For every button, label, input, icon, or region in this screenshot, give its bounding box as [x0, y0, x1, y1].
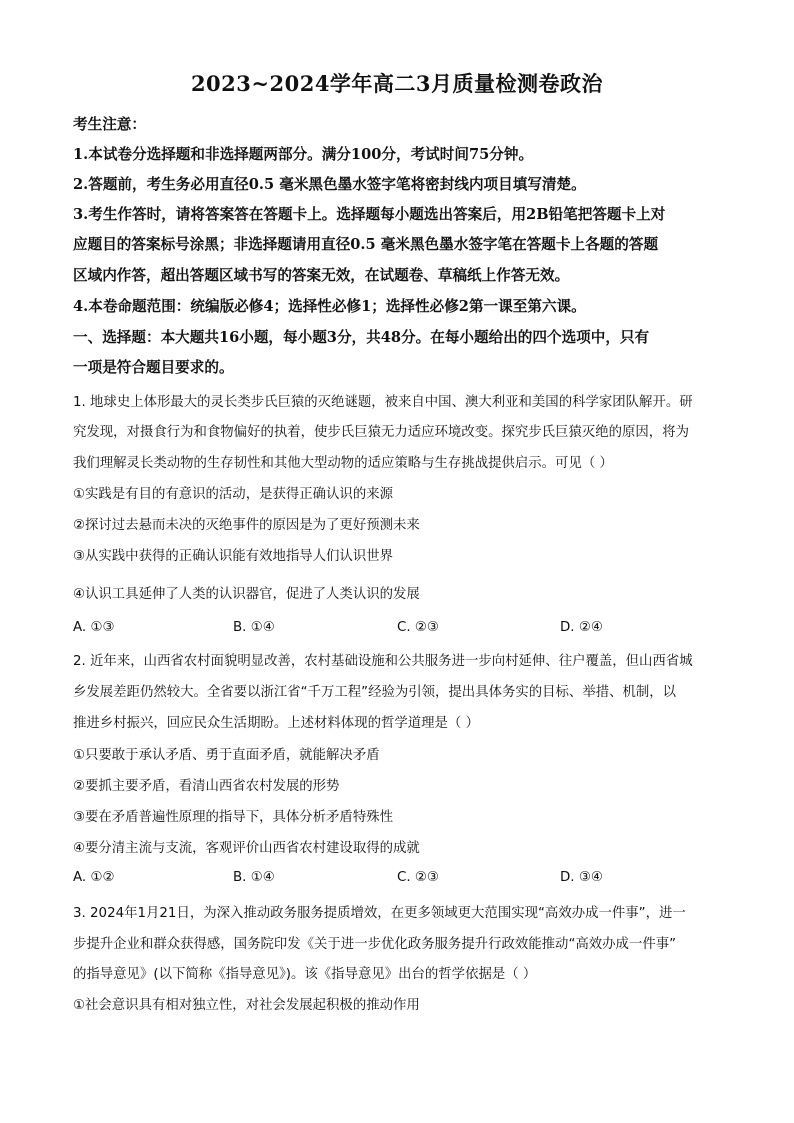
notice-line-3b: 应题目的答案标号涂黑；非选择题请用直径0.5 毫米黑色墨水签字笔在答题卡上各题的答题 — [73, 236, 659, 253]
notice-line-1: 1.本试卷分选择题和非选择题两部分。满分100分，考试时间75分钟。 — [73, 146, 534, 163]
q2-statement-3: ③要在矛盾普遍性原理的指导下，具体分析矛盾特殊性 — [73, 810, 393, 825]
q2-option-a[interactable]: A. ①② — [73, 870, 115, 885]
q1-stem-1: 1. 地球史上体形最大的灵长类步氏巨猿的灭绝谜题，被来自中国、澳大利亚和美国的科学家团队解开。研 — [73, 395, 693, 410]
q1-option-c[interactable]: C. ②③ — [397, 620, 439, 635]
q2-stem-1: 2. 近年来，山西省农村面貌明显改善，农村基础设施和公共服务进一步向村延伸、往户覆盖，但山西省城 — [73, 654, 693, 669]
notice-line-4: 4.本卷命题范围：统编版必修4；选择性必修1；选择性必修2第一课至第六课。 — [73, 298, 586, 315]
q1-stem-2: 究发现，对摄食行为和食物偏好的执着，使步氏巨猿无力适应环境改变。探究步氏巨猿灭绝的原因，将为 — [73, 425, 689, 440]
q2-stem-2: 乡发展差距仍然较大。全省要以浙江省“千万工程”经验为引领，提出具体务实的目标、举措、机制，以 — [73, 685, 677, 700]
q3-stem-1: 3. 2024年1月21日，为深入推动政务服务提质增效，在更多领域更大范围实现“高效办成一件事”，进一 — [73, 906, 686, 921]
q1-stem-3: 我们理解灵长类动物的生存韧性和其他大型动物的适应策略与生存挑战提供启示。可见（ ） — [73, 456, 613, 471]
q1-option-a[interactable]: A. ①③ — [73, 620, 115, 635]
q1-statement-4: ④认识工具延伸了人类的认识器官，促进了人类认识的发展 — [73, 587, 420, 602]
notice-line-3c: 区域内作答，超出答题区域书写的答案无效，在试题卷、草稿纸上作答无效。 — [73, 267, 570, 284]
q2-statement-1: ①只要敢于承认矛盾、勇于直面矛盾，就能解决矛盾 — [73, 748, 380, 763]
notice-heading: 考生注意： — [73, 116, 146, 133]
q1-statement-2: ②探讨过去悬而未决的灭绝事件的原因是为了更好预测未来 — [73, 518, 420, 533]
q2-option-d[interactable]: D. ③④ — [560, 870, 603, 885]
exam-title: 2023~2024学年高二3月质量检测卷政治 — [190, 71, 604, 96]
q1-statement-3: ③从实践中获得的正确认识能有效地指导人们认识世界 — [73, 549, 393, 564]
q2-stem-3: 推进乡村振兴，回应民众生活期盼。上述材料体现的哲学道理是（ ） — [73, 716, 479, 731]
section-header-2: 一项是符合题目要求的。 — [73, 359, 234, 376]
section-header-1: 一、选择题：本大题共16小题，每小题3分，共48分。在每小题给出的四个选项中，只有 — [73, 329, 650, 346]
q3-stem-2: 步提升企业和群众获得感，国务院印发《关于进一步优化政务服务提升行政效能推动“高效办成一件事” — [73, 937, 677, 952]
q2-statement-4: ④要分清主流与支流，客观评价山西省农村建设取得的成就 — [73, 841, 420, 856]
notice-line-2: 2.答题前，考生务必用直径0.5 毫米黑色墨水签字笔将密封线内项目填写清楚。 — [73, 176, 586, 193]
q2-statement-2: ②要抓主要矛盾，看清山西省农村发展的形势 — [73, 779, 340, 794]
notice-line-3a: 3.考生作答时，请将答案答在答题卡上。选择题每小题选出答案后，用2B铅笔把答题卡上对 — [73, 206, 666, 223]
q2-option-c[interactable]: C. ②③ — [397, 870, 439, 885]
q3-stem-3: 的指导意见》(以下简称《指导意见》)。该《指导意见》出台的哲学依据是（ ） — [73, 967, 537, 982]
q2-option-b[interactable]: B. ①④ — [233, 870, 275, 885]
q1-statement-1: ①实践是有目的有意识的活动，是获得正确认识的来源 — [73, 487, 393, 502]
q3-statement-1: ①社会意识具有相对独立性，对社会发展起积极的推动作用 — [73, 998, 420, 1013]
q1-option-b[interactable]: B. ①④ — [233, 620, 275, 635]
q1-option-d[interactable]: D. ②④ — [560, 620, 603, 635]
